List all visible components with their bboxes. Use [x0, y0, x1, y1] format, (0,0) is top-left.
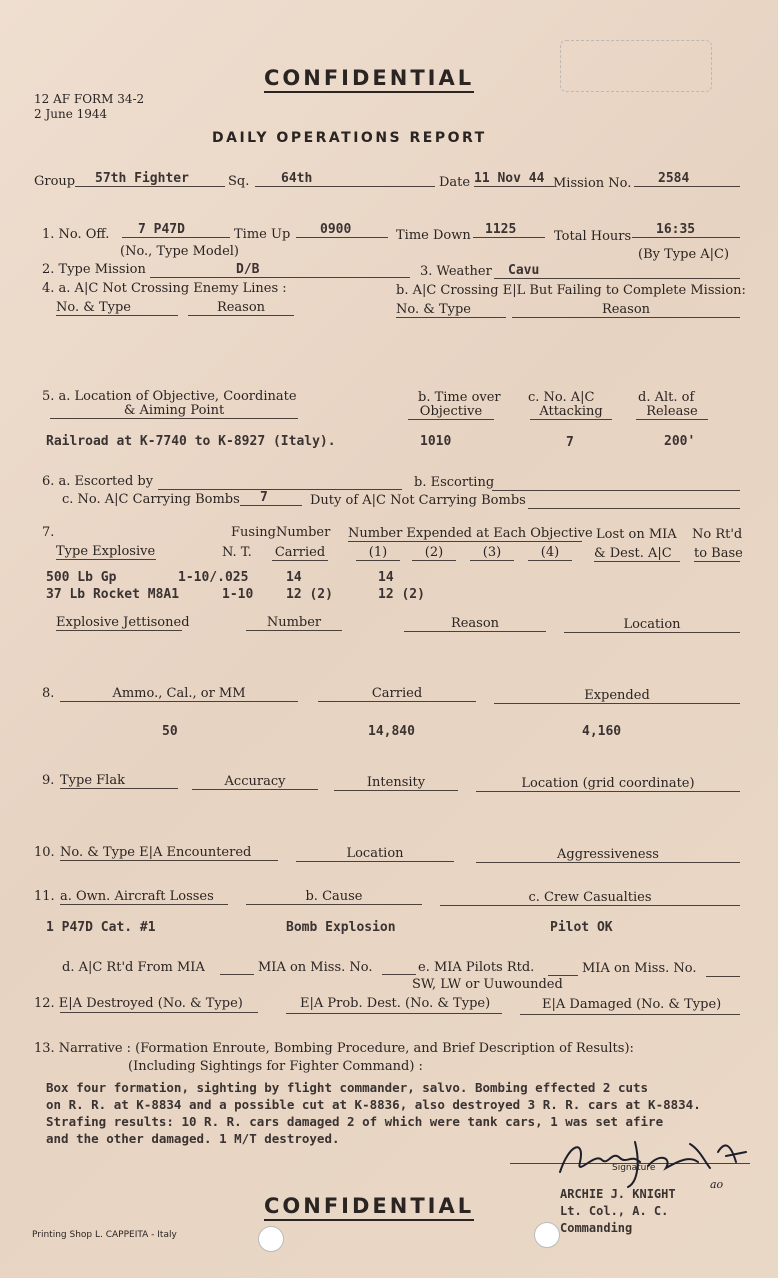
s5b-label-2: Objective — [408, 404, 494, 420]
sq-value: 64th — [255, 171, 435, 187]
handwritten-signature — [540, 1132, 760, 1192]
s5a-label-2: & Aiming Point — [50, 403, 298, 419]
ammo-header: Ammo., Cal., or MM — [60, 686, 298, 702]
ammo-carried-header: Carried — [318, 686, 476, 702]
s11-num: 11. — [34, 889, 55, 904]
signatory-name: ARCHIE J. KNIGHT — [560, 1187, 676, 1201]
s4b-reason: Reason — [512, 302, 740, 318]
signatory-rank: Lt. Col., A. C. — [560, 1204, 669, 1218]
s7-num: 7. — [42, 525, 55, 540]
crew-status: Pilot OK — [550, 920, 613, 935]
narrative-label-1: 13. Narrative : (Formation Enroute, Bombing Procedure, and Brief Description of Results): — [34, 1041, 634, 1056]
weather-label: 3. Weather — [420, 264, 492, 279]
loss-cause-header: b. Cause — [246, 889, 422, 905]
ammo-expended: 4,160 — [582, 724, 622, 739]
faded-stamp — [560, 40, 712, 92]
ea-aggressiveness-header: Aggressiveness — [476, 847, 740, 863]
time-up-label: Time Up — [234, 227, 291, 242]
mia-pilots-rtd-label: e. MIA Pilots Rtd. — [418, 960, 535, 975]
s4a-reason: Reason — [188, 300, 294, 316]
mia-pilots-miss-line — [706, 975, 740, 977]
escorting-label: b. Escorting — [414, 475, 495, 490]
objective-aircraft: 7 — [566, 435, 574, 450]
mia-pilots-miss-label: MIA on Miss. No. — [582, 961, 697, 976]
mission-label: Mission No. — [553, 176, 632, 191]
fusing-header-1: Fusing — [231, 525, 276, 540]
printer-credit: Printing Shop L. CAPPEITA - Italy — [32, 1230, 177, 1240]
ammo-carried: 14,840 — [368, 724, 415, 739]
explosive-row-1-type: 500 Lb Gp — [46, 570, 117, 585]
explosive-row-2-type: 37 Lb Rocket M8A1 — [46, 587, 180, 602]
mission-value: 2584 — [634, 171, 740, 187]
loss-aircraft: 1 P47D Cat. #1 — [46, 920, 156, 935]
crew-casualties-header: c. Crew Casualties — [440, 890, 740, 906]
ea-damaged-line — [520, 1013, 740, 1015]
by-type-note: (By Type A|C) — [638, 247, 730, 262]
svg-text:ao: ao — [710, 1178, 724, 1191]
ea-destroyed-line — [60, 1011, 258, 1013]
s9-num: 9. — [42, 773, 55, 788]
s5d-label-2: Release — [636, 404, 708, 420]
jettisoned-location-header: Location — [564, 617, 740, 633]
narrative-line-2: on R. R. at K-8834 and a possible cut at K-8836, also destroyed 3 R. R. cars at K-8834. — [46, 1097, 701, 1112]
release-altitude: 200' — [664, 434, 696, 449]
s4b-no-type: No. & Type — [396, 302, 506, 318]
flak-intensity-header: Intensity — [334, 775, 458, 791]
s8-num: 8. — [42, 686, 55, 701]
expended-col-2: (2) — [412, 545, 456, 561]
explosive-row-1-expended: 14 — [378, 570, 394, 585]
mia-pilots-rtd-line — [548, 974, 578, 976]
duty-label: Duty of A|C Not Carrying Bombs — [310, 493, 526, 508]
explosive-row-2-carried: 12 (2) — [286, 587, 333, 602]
s5b-label-1: b. Time over — [418, 390, 501, 405]
narrative-line-4: and the other damaged. 1 M/T destroyed. — [46, 1131, 340, 1146]
weather-value: Cavu — [494, 263, 740, 279]
lost-header-1: Lost on MIA — [596, 527, 677, 542]
time-down-label: Time Down — [396, 228, 471, 243]
group-value: 57th Fighter — [75, 171, 225, 187]
s10-num: 10. — [34, 845, 55, 860]
ea-location-header: Location — [296, 846, 454, 862]
s4b-label: b. A|C Crossing E|L But Failing to Complete Mission: — [396, 283, 746, 298]
s4a-label: 4. a. A|C Not Crossing Enemy Lines : — [42, 281, 287, 296]
explosive-row-1-carried: 14 — [286, 570, 302, 585]
loss-cause: Bomb Explosion — [286, 920, 396, 935]
rtd-mia-miss-label: MIA on Miss. No. — [258, 960, 373, 975]
total-hours-label: Total Hours — [554, 229, 632, 244]
wound-note: SW, LW or Uuwounded — [412, 977, 563, 992]
form-date: 2 June 1944 — [34, 107, 108, 121]
explosive-row-2-fusing: 1-10 — [222, 587, 254, 602]
total-hours-value: 16:35 — [632, 222, 740, 238]
explosive-row-1-fusing: 1-10/.025 — [178, 570, 249, 585]
signature-label: Signature — [612, 1163, 656, 1173]
s1-label: 1. No. Off. — [42, 227, 110, 242]
ea-prob-label: E|A Prob. Dest. (No. & Type) — [300, 996, 491, 1011]
s1-sub: (No., Type Model) — [120, 244, 239, 259]
own-losses-header: a. Own. Aircraft Losses — [60, 889, 228, 905]
expended-col-1: (1) — [356, 545, 400, 561]
rtd-mia-miss-line — [382, 973, 416, 975]
flak-accuracy-header: Accuracy — [192, 774, 318, 790]
signatory-role: Commanding — [560, 1221, 633, 1235]
ea-encountered-header: No. & Type E|A Encountered — [60, 845, 278, 861]
punch-hole-left — [258, 1226, 284, 1252]
time-down-value: 1125 — [473, 222, 545, 238]
s1-value: 7 P47D — [122, 222, 230, 238]
classification-top: CONFIDENTIAL — [264, 66, 474, 93]
lost-header-2: & Dest. A|C — [594, 546, 680, 562]
time-up-value: 0900 — [296, 222, 388, 238]
date-value: 11 Nov 44 — [474, 171, 554, 187]
ea-destroyed-label: 12. E|A Destroyed (No. & Type) — [34, 996, 243, 1011]
escorting-line — [492, 489, 740, 491]
type-mission-label: 2. Type Mission — [42, 262, 146, 277]
number-header-2: Carried — [272, 545, 328, 561]
duty-line — [528, 507, 740, 509]
flak-type-header: Type Flak — [60, 773, 178, 789]
rtd-from-mia-label: d. A|C Rt'd From MIA — [62, 960, 205, 975]
jettisoned-header: Explosive Jettisoned — [56, 615, 190, 630]
classification-bottom: CONFIDENTIAL — [264, 1194, 474, 1221]
expended-col-4: (4) — [528, 545, 572, 561]
narrative-line-3: Strafing results: 10 R. R. cars damaged 2 of which were tank cars, 1 was set afire — [46, 1114, 664, 1129]
punch-hole-right — [534, 1222, 560, 1248]
s5c-label-1: c. No. A|C — [528, 390, 595, 405]
s4a-no-type: No. & Type — [56, 300, 178, 316]
type-explosive-header: Type Explosive — [56, 544, 156, 559]
s5c-label-2: Attacking — [530, 404, 612, 420]
flak-location-header: Location (grid coordinate) — [476, 776, 740, 792]
expended-col-3: (3) — [470, 545, 514, 561]
jettisoned-number-header: Number — [246, 615, 342, 631]
nortd-header-2: to Base — [694, 546, 743, 561]
fusing-header-2: N. T. — [222, 545, 252, 560]
ea-damaged-label: E|A Damaged (No. & Type) — [542, 997, 722, 1012]
nortd-header-1: No Rt'd — [692, 527, 743, 542]
group-label: Group — [34, 174, 76, 189]
escorted-by-label: 6. a. Escorted by — [42, 474, 154, 489]
number-header-1: Number — [276, 525, 331, 540]
s5a-label-1: 5. a. Location of Objective, Coordinate — [42, 389, 297, 404]
s5d-label-1: d. Alt. of — [638, 390, 695, 405]
narrative-line-1: Box four formation, sighting by flight commander, salvo. Bombing effected 2 cuts — [46, 1080, 649, 1095]
date-label: Date — [439, 175, 471, 190]
expended-header: Number Expended at Each Objective — [348, 526, 593, 541]
sq-label: Sq. — [228, 174, 250, 189]
objective-time: 1010 — [420, 434, 452, 449]
carrying-bombs-label: c. No. A|C Carrying Bombs — [62, 492, 240, 507]
objective-location: Railroad at K-7740 to K-8927 (Italy). — [46, 434, 336, 449]
ea-prob-line — [286, 1012, 502, 1014]
type-mission-value: D/B — [150, 262, 410, 278]
rtd-from-mia-line — [220, 973, 254, 975]
explosive-row-2-expended: 12 (2) — [378, 587, 425, 602]
narrative-label-2: (Including Sightings for Fighter Command) : — [128, 1059, 423, 1074]
ammo-caliber: 50 — [162, 724, 178, 739]
jettisoned-reason-header: Reason — [404, 616, 546, 632]
ammo-expended-header: Expended — [494, 688, 740, 704]
form-id: 12 AF FORM 34-2 — [34, 92, 145, 106]
page-title: DAILY OPERATIONS REPORT — [212, 130, 487, 146]
carrying-bombs-value: 7 — [240, 490, 302, 506]
